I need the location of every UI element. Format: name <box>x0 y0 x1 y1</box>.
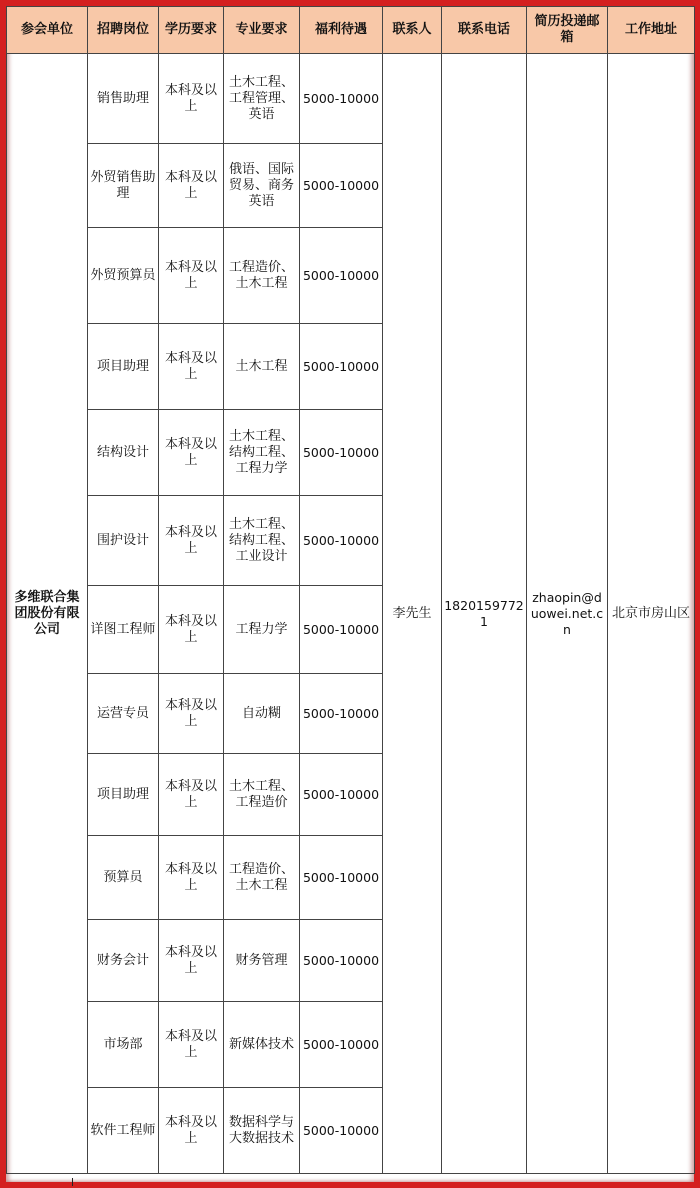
major-cell: 财务管理 <box>224 920 300 1002</box>
education-cell: 本科及以上 <box>159 1088 224 1174</box>
major-cell: 土木工程、工程造价 <box>224 754 300 836</box>
major-cell: 土木工程、工程管理、英语 <box>224 54 300 144</box>
education-cell: 本科及以上 <box>159 496 224 586</box>
table-row <box>7 54 695 144</box>
education-cell: 本科及以上 <box>159 1002 224 1088</box>
salary-cell: 5000-10000 <box>300 836 383 920</box>
position-cell: 市场部 <box>88 1002 159 1088</box>
major-cell: 土木工程 <box>224 324 300 410</box>
major-cell: 工程力学 <box>224 586 300 674</box>
position-cell: 财务会计 <box>88 920 159 1002</box>
education-cell: 本科及以上 <box>159 410 224 496</box>
position-cell: 外贸预算员 <box>88 228 159 324</box>
company-cell: 多维联合集团股份有限公司 <box>7 54 88 1174</box>
position-cell: 项目助理 <box>88 324 159 410</box>
position-cell: 运营专员 <box>88 674 159 754</box>
header-address: 工作地址 <box>608 7 695 54</box>
salary-cell: 5000-10000 <box>300 920 383 1002</box>
education-cell: 本科及以上 <box>159 754 224 836</box>
position-cell: 项目助理 <box>88 754 159 836</box>
major-cell: 数据科学与大数据技术 <box>224 1088 300 1174</box>
position-cell: 围护设计 <box>88 496 159 586</box>
education-cell: 本科及以上 <box>159 228 224 324</box>
salary-cell: 5000-10000 <box>300 144 383 228</box>
header-position: 招聘岗位 <box>88 7 159 54</box>
position-cell: 软件工程师 <box>88 1088 159 1174</box>
major-cell: 土木工程、结构工程、工业设计 <box>224 496 300 586</box>
header-salary: 福利待遇 <box>300 7 383 54</box>
table-body <box>7 54 695 1174</box>
recruitment-table <box>6 6 695 1174</box>
bottom-tick-mark <box>72 1178 73 1186</box>
major-cell: 工程造价、土木工程 <box>224 836 300 920</box>
header-contact: 联系人 <box>383 7 442 54</box>
major-cell: 俄语、国际贸易、商务英语 <box>224 144 300 228</box>
header-major: 专业要求 <box>224 7 300 54</box>
salary-cell: 5000-10000 <box>300 410 383 496</box>
phone-cell: 18201597721 <box>442 54 527 1174</box>
major-cell: 新媒体技术 <box>224 1002 300 1088</box>
position-cell: 外贸销售助理 <box>88 144 159 228</box>
position-cell: 预算员 <box>88 836 159 920</box>
major-cell: 自动糊 <box>224 674 300 754</box>
email-cell[interactable]: zhaopin@duowei.net.cn <box>527 54 608 1174</box>
salary-cell: 5000-10000 <box>300 586 383 674</box>
address-cell: 北京市房山区 <box>608 54 695 1174</box>
major-cell: 土木工程、结构工程、工程力学 <box>224 410 300 496</box>
salary-cell: 5000-10000 <box>300 674 383 754</box>
education-cell: 本科及以上 <box>159 920 224 1002</box>
header-company: 参会单位 <box>7 7 88 54</box>
header-row <box>7 7 695 54</box>
position-cell: 销售助理 <box>88 54 159 144</box>
salary-cell: 5000-10000 <box>300 54 383 144</box>
position-cell: 结构设计 <box>88 410 159 496</box>
contact-cell: 李先生 <box>383 54 442 1174</box>
header-phone: 联系电话 <box>442 7 527 54</box>
education-cell: 本科及以上 <box>159 836 224 920</box>
salary-cell: 5000-10000 <box>300 228 383 324</box>
salary-cell: 5000-10000 <box>300 496 383 586</box>
education-cell: 本科及以上 <box>159 144 224 228</box>
salary-cell: 5000-10000 <box>300 1002 383 1088</box>
header-email: 简历投递邮箱 <box>527 7 608 54</box>
salary-cell: 5000-10000 <box>300 754 383 836</box>
header-education: 学历要求 <box>159 7 224 54</box>
education-cell: 本科及以上 <box>159 586 224 674</box>
position-cell: 详图工程师 <box>88 586 159 674</box>
education-cell: 本科及以上 <box>159 324 224 410</box>
major-cell: 工程造价、土木工程 <box>224 228 300 324</box>
salary-cell: 5000-10000 <box>300 1088 383 1174</box>
salary-cell: 5000-10000 <box>300 324 383 410</box>
education-cell: 本科及以上 <box>159 54 224 144</box>
education-cell: 本科及以上 <box>159 674 224 754</box>
